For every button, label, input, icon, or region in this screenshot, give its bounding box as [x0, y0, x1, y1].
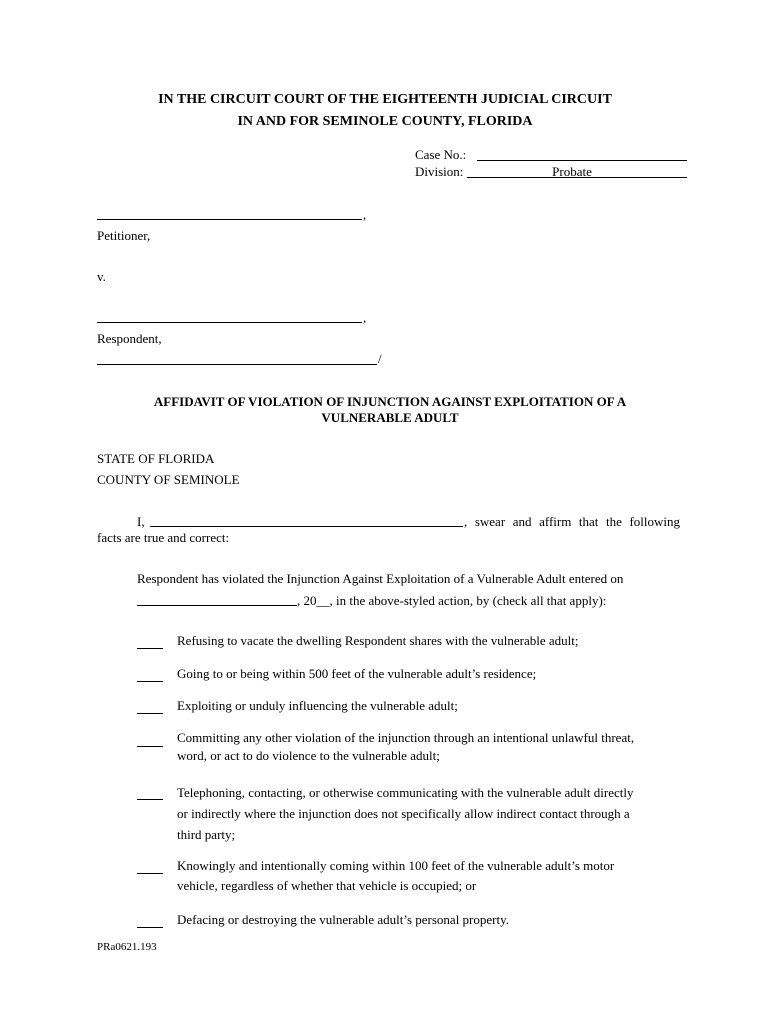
court-heading-line1: IN THE CIRCUIT COURT OF THE EIGHTEENTH JUDICIAL CIRCUIT: [158, 92, 612, 107]
respondent-label: Respondent,: [97, 331, 162, 346]
oath-prefix: I,: [137, 514, 145, 529]
versus-label: v.: [97, 269, 106, 284]
respondent-comma: ,: [363, 310, 367, 325]
item-line: Going to or being within 500 feet of the vulnerable adult’s residence;: [177, 666, 537, 681]
item-line: word, or act to do violence to the vulnerable adult;: [177, 748, 440, 763]
division-value: Probate: [552, 164, 592, 179]
venue-state: STATE OF FLORIDA: [97, 451, 215, 466]
caption-end-slash: /: [378, 351, 382, 366]
violation-item: [177, 631, 578, 651]
caption-line: [97, 364, 377, 365]
violation-item: [177, 696, 458, 716]
affiant-name-field[interactable]: [150, 526, 463, 527]
item-line: vehicle, regardless of whether that vehicle is occupied; or: [177, 878, 477, 893]
venue-county: COUNTY OF SEMINOLE: [97, 472, 240, 487]
violation-item: [177, 856, 614, 896]
item-line: Defacing or destroying the vulnerable adult’s personal property.: [177, 912, 509, 927]
item-line: Knowingly and intentionally coming within 100 feet of the vulnerable adult’s motor: [177, 858, 615, 873]
oath-suffix: , swear and affirm that the following: [464, 514, 680, 529]
affidavit-title-line1: AFFIDAVIT OF VIOLATION OF INJUNCTION AGAINST EXPLOITATION OF A: [153, 394, 627, 409]
respondent-name-field[interactable]: [97, 322, 362, 323]
court-heading-line2: IN AND FOR SEMINOLE COUNTY, FLORIDA: [237, 114, 533, 129]
violation-item: [177, 664, 536, 684]
item-line: Committing any other violation of the injunction through an intentional unlawful threat,: [177, 730, 635, 745]
item-checkbox[interactable]: [137, 861, 163, 874]
item-checkbox[interactable]: [137, 701, 163, 714]
item-checkbox[interactable]: [137, 787, 163, 800]
case-no-field[interactable]: [477, 160, 687, 161]
item-line: or indirectly where the injunction does not specifically allow indirect contact through a: [177, 806, 630, 821]
petitioner-comma: ,: [363, 207, 367, 222]
petitioner-name-field[interactable]: [97, 219, 362, 220]
item-checkbox[interactable]: [137, 669, 163, 682]
item-checkbox[interactable]: [137, 636, 163, 649]
oath-line2: facts are true and correct:: [97, 530, 230, 545]
violation-intro-line1: Respondent has violated the Injunction Against Exploitation of a Vulnerable Adult entered on: [137, 571, 624, 586]
violation-intro-line2: , 20__, in the above-styled action, by (check all that apply):: [297, 593, 607, 608]
violation-item: [177, 729, 634, 765]
item-line: Telephoning, contacting, or otherwise communicating with the vulnerable adult directly: [177, 785, 634, 800]
violation-item: [177, 910, 509, 930]
affidavit-title-line2: VULNERABLE ADULT: [321, 410, 459, 425]
item-checkbox[interactable]: [137, 734, 163, 747]
item-line: Refusing to vacate the dwelling Respondent shares with the vulnerable adult;: [177, 633, 579, 648]
injunction-date-field[interactable]: [137, 605, 297, 606]
case-no-label: Case No.:: [415, 147, 467, 162]
violation-item: [177, 782, 634, 845]
division-label: Division:: [415, 164, 464, 179]
form-number: PRa0621.193: [97, 941, 157, 953]
petitioner-label: Petitioner,: [97, 228, 151, 243]
item-line: third party;: [177, 827, 236, 842]
item-line: Exploiting or unduly influencing the vulnerable adult;: [177, 698, 458, 713]
item-checkbox[interactable]: [137, 915, 163, 928]
